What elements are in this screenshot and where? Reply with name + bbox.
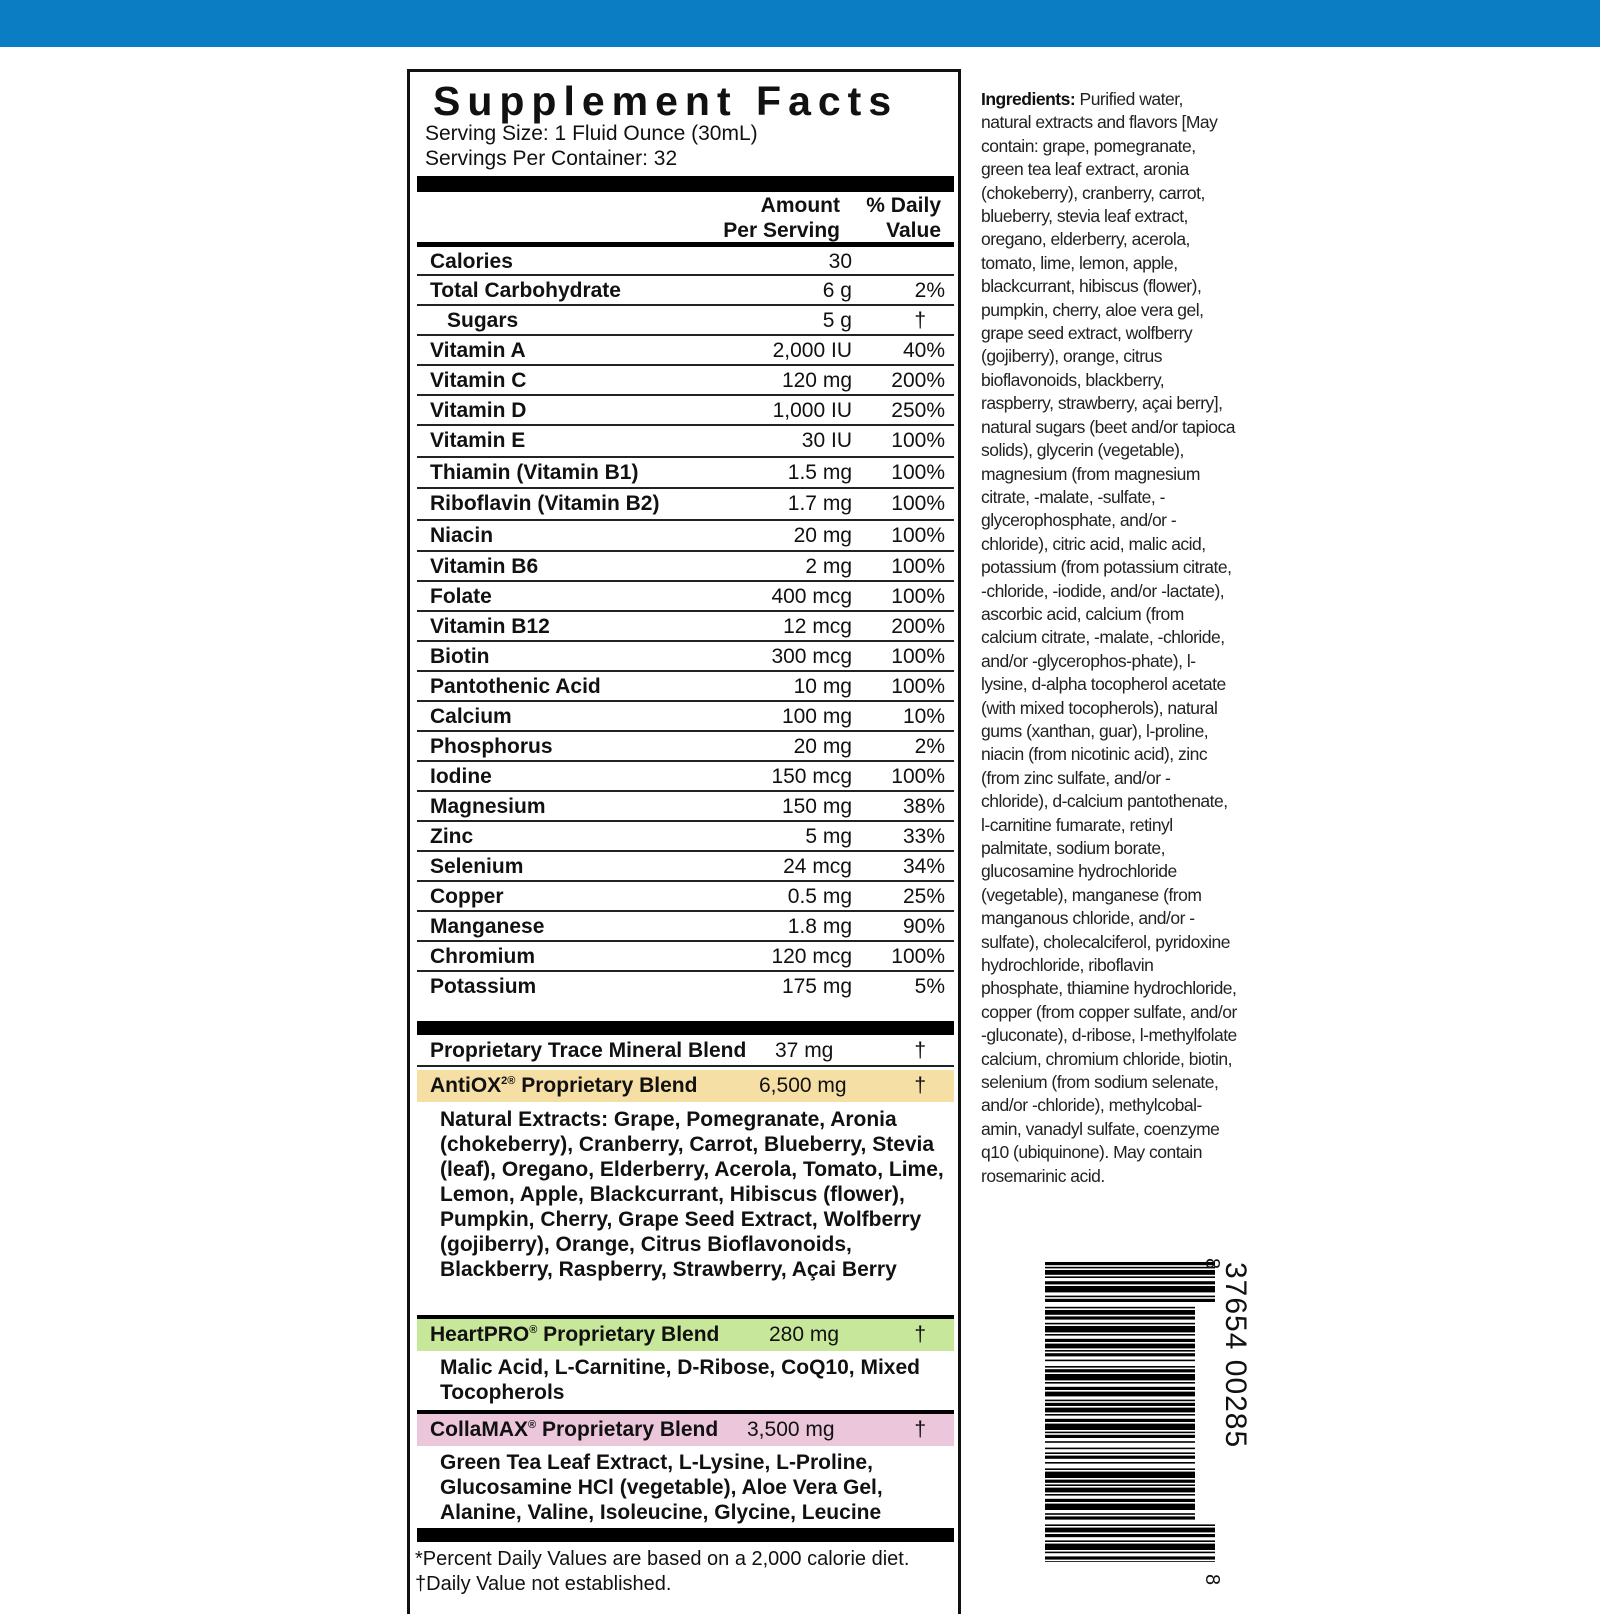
nutrient-daily-value: 100%: [891, 461, 945, 484]
nutrient-table: [417, 247, 954, 1004]
ingredients-text: [981, 88, 1237, 1188]
barcode-bar: [1045, 1353, 1195, 1356]
top-brand-bar: [0, 0, 1600, 47]
barcode-bar: [1045, 1556, 1215, 1559]
servings-per-container: Servings Per Container: 32: [425, 147, 678, 170]
barcode-bar: [1045, 1452, 1195, 1454]
barcode-bar: [1045, 1382, 1195, 1384]
nutrient-daily-value: †: [914, 309, 926, 332]
barcode-bar: [1045, 1299, 1215, 1302]
nutrient-amount: 100 mg: [781, 705, 852, 728]
antiox-mark: 2®: [501, 1075, 516, 1087]
nutrient-row: [417, 822, 954, 852]
heartpro-blend-row: [417, 1319, 954, 1351]
heartpro-brand: HeartPRO: [430, 1323, 530, 1346]
barcode-bar: [1045, 1281, 1215, 1284]
barcode-bar: [1045, 1369, 1195, 1372]
nutrient-daily-value: 25%: [902, 885, 945, 908]
barcode-bar: [1045, 1468, 1195, 1470]
barcode-bar: [1045, 1374, 1195, 1380]
nutrient-daily-value: 100%: [891, 492, 945, 515]
nutrient-amount: 5 mg: [805, 825, 852, 848]
nutrient-daily-value: 100%: [891, 429, 945, 452]
barcode-bar: [1045, 1499, 1195, 1502]
nutrient-name: Vitamin B12: [430, 615, 550, 638]
barcode-bar: [1045, 1424, 1195, 1430]
nutrient-daily-value: 90%: [902, 915, 945, 938]
barcode-bar: [1045, 1462, 1195, 1464]
barcode-bar: [1045, 1432, 1195, 1434]
barcode-bar: [1045, 1360, 1195, 1362]
barcode-bar: [1045, 1435, 1195, 1438]
barcode-bar: [1045, 1456, 1195, 1459]
barcode-bar: [1045, 1441, 1195, 1443]
heartpro-blend-dv: †: [914, 1323, 926, 1346]
barcode-bar: [1045, 1400, 1195, 1402]
amount-header-line1: Amount: [760, 194, 840, 217]
barcode-bar: [1045, 1448, 1195, 1450]
nutrient-daily-value: 200%: [891, 369, 945, 392]
nutrient-amount: 20 mg: [793, 524, 852, 547]
barcode-bar: [1045, 1414, 1195, 1416]
collamax-blend-name: [430, 1418, 718, 1442]
barcode-bar: [1045, 1516, 1195, 1519]
nutrient-amount: 175 mg: [781, 975, 852, 998]
barcode-bar: [1045, 1344, 1195, 1349]
nutrient-amount: 10 mg: [793, 675, 852, 698]
nutrient-amount: 1.5 mg: [787, 461, 852, 484]
heartpro-mark: ®: [529, 1324, 538, 1336]
nutrient-row: [417, 426, 954, 458]
nutrient-name: Manganese: [430, 915, 545, 938]
barcode-bar: [1045, 1310, 1195, 1315]
barcode-bar: [1045, 1494, 1195, 1496]
nutrient-name: Selenium: [430, 855, 524, 878]
collamax-blend-amount: 3,500 mg: [747, 1418, 835, 1441]
antiox-rest: Proprietary Blend: [515, 1074, 698, 1097]
nutrient-daily-value: 40%: [902, 339, 945, 362]
nutrient-amount: 5 g: [822, 309, 852, 332]
nutrient-amount: 0.5 mg: [787, 885, 852, 908]
nutrient-amount: 120 mcg: [771, 945, 852, 968]
amount-header-line2: Per Serving: [723, 219, 840, 242]
antiox-blend-row: [417, 1070, 954, 1102]
nutrient-row: [417, 247, 954, 276]
barcode-bar: [1045, 1544, 1215, 1550]
barcode-bar: [1045, 1323, 1195, 1325]
nutrient-row: [417, 521, 954, 552]
barcode-bar: [1045, 1472, 1195, 1478]
nutrient-daily-value: 38%: [902, 795, 945, 818]
nutrient-daily-value: 100%: [891, 585, 945, 608]
nutrient-name: Biotin: [430, 645, 490, 668]
nutrient-row: [417, 582, 954, 612]
daily-value-header: [840, 193, 941, 243]
barcode-bar: [1045, 1480, 1195, 1483]
collamax-blend-ingredients: Green Tea Leaf Extract, L-Lysine, L-Proline, Glucosamine HCl (vegetable), Aloe Vera Gel, Alanine, Valine, Isoleucine, Glycine, Leucine: [440, 1451, 883, 1524]
antiox-brand: AntiOX: [430, 1074, 502, 1097]
antiox-blend-ingredients: Natural Extracts: Grape, Pomegranate, Aronia (chokeberry), Cranberry, Carrot, Blueberry, Stevia (leaf), Oregano, Elderberry, Acerola, Tomato, Lime, Lemon, Apple, Blackcurrant, Hibiscus (flower), Pumpkin, Cherry, Grape Seed Extract, Wolfberry (gojiberry), Orange, Citrus Bioflavonoids, Blackberry, Raspberry, Strawberry, Açai Berry: [440, 1108, 944, 1281]
heartpro-rest: Proprietary Blend: [537, 1323, 720, 1346]
heartpro-blend-amount: 280 mg: [769, 1323, 840, 1346]
barcode-bar: [1045, 1286, 1215, 1292]
nutrient-amount: 6 g: [822, 279, 852, 302]
nutrient-row: [417, 552, 954, 582]
antiox-blend-amount: 6,500 mg: [759, 1074, 847, 1097]
ingredients-body: Purified water, natural extracts and flavors [May contain: grape, pomegranate, green tea leaf extract, aronia (chokeberry), cranberry, carrot, blueberry, stevia leaf extract, oregano, elderberry, acerola, tomato, lime, lemon, apple, blackcurrant, hibiscus (flower), pumpkin, cherry, aloe vera gel, grape seed extract, wolfberry (gojiberry), orange, citrus bioflavonoids, blackberry, raspberry, strawberry, açai berry], natural sugars (beet and/or tapioca solids), glycerin (vegetable), magnesium (from magnesium citrate, -malate, -sulfate, -glycerophosphate, and/or -chloride), citric acid, malic acid, potassium (from potassium citrate, -chloride, -iodide, and/or -lactate), ascorbic acid, calcium (from calcium citrate, -malate, -chloride, and/or -glycerophos-phate), l-lysine, d-alpha tocopherol acetate (with mixed tocopherols), natural gums (xanthan, guar), l-proline, niacin (from nicotinic acid), zinc (from zinc sulfate, and/or -chloride), d-calcium pantothenate, l-carnitine fumarate, retinyl palmitate, sodium borate, glucosamine hydrochloride (vegetable), manganese (from manganous chloride, and/or -sulfate), cholecalciferol, pyridoxine hydrochloride, riboflavin phosphate, thiamine hydrochloride, copper (from copper sulfate, and/or -gluconate), d-ribose, l-methylfolate calcium, chromium chloride, biotin, selenium (from sodium selenate, and/or -chloride), methylcobal-amin, vanadyl sulfate, coenzyme q10 (ubiquinone). May contain rosemarinic acid.: [981, 89, 1237, 1186]
nutrient-amount: 1.8 mg: [787, 915, 852, 938]
nutrient-row: [417, 852, 954, 882]
barcode-bar: [1045, 1524, 1215, 1526]
thick-divider: [417, 176, 954, 192]
heartpro-blend-name: [430, 1323, 719, 1347]
nutrient-name: Total Carbohydrate: [430, 279, 621, 302]
nutrient-daily-value: 100%: [891, 645, 945, 668]
nutrient-amount: 20 mg: [793, 735, 852, 758]
barcode-bar: [1045, 1334, 1195, 1336]
nutrient-amount: 300 mcg: [771, 645, 852, 668]
nutrient-daily-value: 100%: [891, 765, 945, 788]
nutrient-daily-value: 100%: [891, 524, 945, 547]
footnote-dagger: †Daily Value not established.: [415, 1573, 672, 1595]
antiox-blend-name: [430, 1074, 697, 1098]
nutrient-daily-value: 250%: [891, 399, 945, 422]
nutrient-amount: 2 mg: [805, 555, 852, 578]
nutrient-row: [417, 942, 954, 972]
barcode-bar: [1045, 1540, 1215, 1542]
nutrient-name: Calcium: [430, 705, 512, 728]
barcode-bottom-digit: 8: [1201, 1573, 1224, 1586]
collamax-brand: CollaMAX: [430, 1418, 529, 1441]
nutrient-name: Riboflavin (Vitamin B2): [430, 492, 660, 515]
nutrient-row: [417, 882, 954, 912]
barcode-bar: [1045, 1534, 1215, 1537]
nutrient-amount: 24 mcg: [783, 855, 852, 878]
nutrient-name: Zinc: [430, 825, 474, 848]
barcode-bar: [1045, 1504, 1195, 1510]
barcode-bar: [1045, 1326, 1195, 1332]
barcode-bar: [1045, 1561, 1215, 1562]
nutrient-daily-value: 34%: [902, 855, 945, 878]
nutrient-name: Thiamin (Vitamin B1): [430, 461, 639, 484]
nutrient-name: Vitamin A: [430, 339, 526, 362]
nutrient-daily-value: 33%: [902, 825, 945, 848]
nutrient-daily-value: 100%: [891, 675, 945, 698]
nutrient-row: [417, 612, 954, 642]
nutrient-name: Phosphorus: [430, 735, 553, 758]
nutrient-amount: 150 mg: [781, 795, 852, 818]
collamax-rest: Proprietary Blend: [536, 1418, 719, 1441]
footnote-percent-dv: *Percent Daily Values are based on a 2,000 calorie diet.: [415, 1548, 910, 1570]
nutrient-name: Vitamin E: [430, 429, 526, 452]
nutrient-row: [417, 489, 954, 521]
nutrient-name: Calories: [430, 250, 513, 273]
barcode: [1045, 1262, 1225, 1562]
barcode-bar: [1045, 1366, 1195, 1368]
nutrient-row: [417, 306, 954, 336]
nutrient-daily-value: 5%: [914, 975, 945, 998]
barcode-bar: [1045, 1307, 1195, 1309]
nutrient-name: Vitamin D: [430, 399, 527, 422]
nutrient-amount: 30: [828, 250, 852, 273]
nutrient-name: Chromium: [430, 945, 535, 968]
collamax-mark: ®: [528, 1419, 537, 1431]
nutrient-name: Magnesium: [430, 795, 546, 818]
nutrient-name: Vitamin C: [430, 369, 527, 392]
nutrient-amount: 1.7 mg: [787, 492, 852, 515]
trace-blend-amount: 37 mg: [775, 1039, 834, 1062]
barcode-bar: [1045, 1339, 1195, 1342]
barcode-bar: [1045, 1403, 1195, 1406]
barcode-bar: [1045, 1419, 1195, 1422]
barcode-bar: [1045, 1408, 1195, 1413]
serving-size: Serving Size: 1 Fluid Ounce (30mL): [425, 122, 758, 145]
barcode-bar: [1045, 1552, 1215, 1554]
barcode-bar: [1045, 1392, 1195, 1397]
nutrient-amount: 400 mcg: [771, 585, 852, 608]
nutrient-name: Iodine: [430, 765, 492, 788]
barcode-bar: [1045, 1528, 1215, 1533]
nutrient-row: [417, 366, 954, 396]
panel-title: Supplement Facts: [433, 78, 899, 124]
nutrient-row: [417, 642, 954, 672]
thick-divider: [417, 1528, 954, 1542]
nutrient-row: [417, 912, 954, 942]
nutrient-daily-value: 200%: [891, 615, 945, 638]
trace-mineral-blend-row: [417, 1035, 954, 1067]
barcode-bar: [1045, 1387, 1195, 1390]
nutrient-row: [417, 972, 954, 1004]
nutrient-name: Vitamin B6: [430, 555, 539, 578]
nutrient-daily-value: 100%: [891, 945, 945, 968]
trace-blend-name: Proprietary Trace Mineral Blend: [430, 1039, 747, 1062]
nutrient-name: Folate: [430, 585, 492, 608]
nutrient-amount: 2,000 IU: [772, 339, 852, 362]
nutrient-row: [417, 732, 954, 762]
nutrient-daily-value: 2%: [914, 735, 945, 758]
dv-header-line2: Value: [886, 219, 941, 242]
dv-header-line1: % Daily: [866, 194, 941, 217]
barcode-bar: [1045, 1267, 1215, 1269]
trace-blend-dv: †: [914, 1039, 926, 1062]
barcode-digits: 37654 00285: [1219, 1262, 1252, 1449]
amount-header: [660, 193, 840, 243]
barcode-bar: [1045, 1316, 1195, 1319]
nutrient-daily-value: 100%: [891, 555, 945, 578]
nutrient-name: Potassium: [430, 975, 537, 998]
barcode-bar: [1045, 1488, 1195, 1493]
barcode-bar: [1045, 1484, 1195, 1486]
nutrient-row: [417, 672, 954, 702]
collamax-blend-row: [417, 1414, 954, 1446]
barcode-bar: [1045, 1262, 1215, 1265]
barcode-bar: [1045, 1276, 1215, 1278]
antiox-blend-dv: †: [914, 1074, 926, 1097]
thick-divider: [417, 1021, 954, 1035]
nutrient-row: [417, 336, 954, 366]
nutrient-amount: 12 mcg: [783, 615, 852, 638]
heartpro-blend-ingredients: Malic Acid, L-Carnitine, D-Ribose, CoQ10, Mixed Tocopherols: [440, 1356, 920, 1404]
nutrient-name: Sugars: [447, 309, 519, 332]
nutrient-row: [417, 396, 954, 426]
nutrient-row: [417, 458, 954, 489]
supplement-facts-panel: [407, 69, 961, 1614]
nutrient-name: Copper: [430, 885, 504, 908]
barcode-bar: [1045, 1513, 1195, 1515]
nutrient-name: Pantothenic Acid: [430, 675, 601, 698]
nutrient-row: [417, 276, 954, 306]
nutrient-amount: 30 IU: [801, 429, 852, 452]
barcode-bar: [1045, 1296, 1215, 1298]
nutrient-daily-value: 10%: [902, 705, 945, 728]
nutrient-daily-value: 2%: [914, 279, 945, 302]
barcode-bar: [1045, 1270, 1215, 1275]
nutrient-row: [417, 702, 954, 732]
nutrient-name: Niacin: [430, 524, 494, 547]
collamax-blend-dv: †: [914, 1418, 926, 1441]
nutrient-row: [417, 792, 954, 822]
ingredients-heading: Ingredients:: [981, 89, 1076, 109]
nutrient-row: [417, 762, 954, 792]
nutrient-amount: 150 mcg: [771, 765, 852, 788]
nutrient-amount: 120 mg: [781, 369, 852, 392]
nutrient-amount: 1,000 IU: [772, 399, 852, 422]
barcode-top-digit: 8: [1201, 1257, 1224, 1270]
barcode-bar: [1045, 1350, 1195, 1352]
